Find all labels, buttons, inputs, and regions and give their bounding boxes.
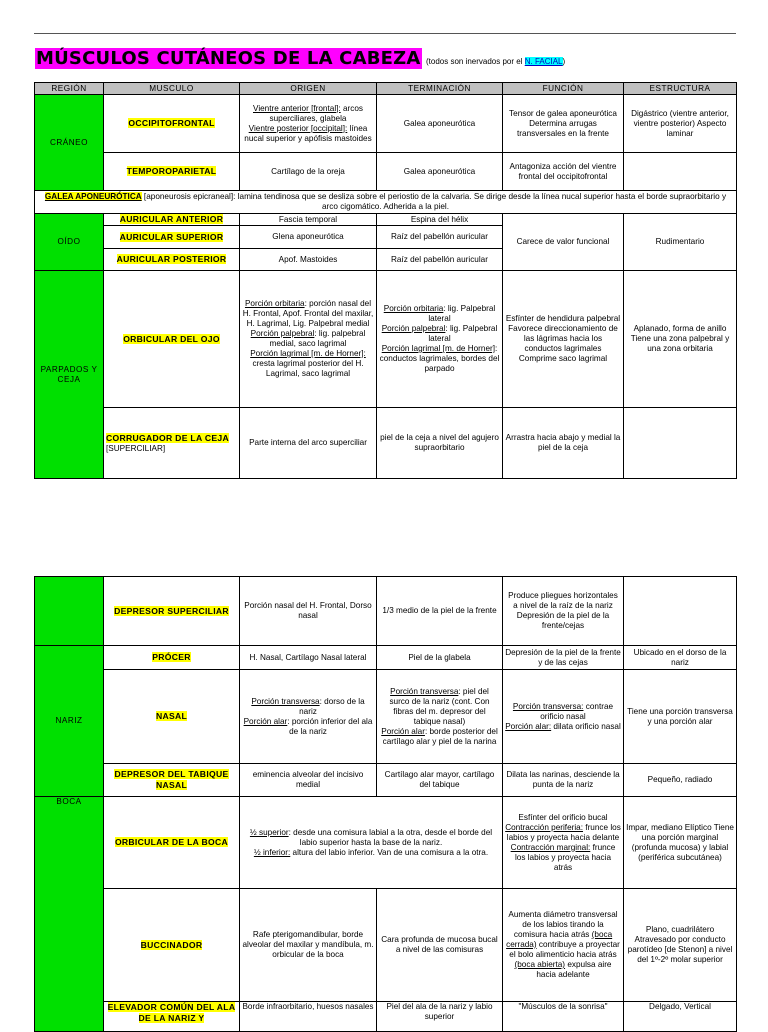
muscle-name: NASAL bbox=[104, 670, 240, 764]
table-row bbox=[35, 214, 737, 226]
termination-cell: Porción orbitaria: lig. Palpebral lateral Porción palpebral: lig. Palpebral lateral Porción lagrimal [m. de Horner]: conductos lagrimales, bordes del parpado bbox=[377, 271, 503, 408]
structure-cell: Aplanado, forma de anillo Tiene una zona palpebral y una zona orbitaria bbox=[624, 271, 737, 408]
origin-cell: Borde infraorbitario, huesos nasales bbox=[240, 1002, 377, 1032]
origin-cell: Porción transversa: dorso de la nariz Porción alar: porción inferior del ala de la nariz bbox=[240, 670, 377, 764]
region-cell: OÍDO bbox=[35, 214, 104, 271]
table-row bbox=[35, 95, 737, 153]
muscle-name: AURICULAR POSTERIOR bbox=[104, 249, 240, 271]
origin-cell: Vientre anterior [frontal]: arcos superciliares, glabela Vientre posterior [occipital]: línea nucal superior y apófisis mastoides bbox=[240, 95, 377, 153]
col-header: REGIÓN bbox=[35, 83, 104, 95]
origin-cell: Porción orbitaria: porción nasal del H. Frontal, Apof. Frontal del maxilar, H. Lagrimal, Lig. Palpebral medial Porción palpebral: lig. palpebral medial, saco lagrimal Porción lagrimal [m. de Horner]: cresta lagrimal posterior del H. Lagrimal, saco lagrimal bbox=[240, 271, 377, 408]
muscle-name: BUCCINADOR bbox=[104, 889, 240, 1002]
origin-cell: ½ superior: desde una comisura labial a la otra, desde el borde del labio superior hasta la base de la nariz. ½ inferior: altura del labio inferior. Van de una comisura a la otra. bbox=[240, 797, 503, 889]
muscle-name: CORRUGADOR DE LA CEJA [SUPERCILIAR] bbox=[104, 408, 240, 479]
header-row bbox=[35, 83, 737, 95]
function-cell: Aumenta diámetro transversal de los labios tirando la comisura hacia atrás (boca cerrada) contribuye a proyectar el bolo alimenticio hacia atrás (boca abierta) expulsa aire hacia adelante bbox=[503, 889, 624, 1002]
function-cell: Esfínter de hendidura palpebral Favorece direccionamiento de las lágrimas hacia los conductos lagrimales Comprime saco lagrimal bbox=[503, 271, 624, 408]
muscle-name: ORBICULAR DEL OJO bbox=[104, 271, 240, 408]
function-cell: Antagoniza acción del vientre frontal del occipitofrontal bbox=[503, 153, 624, 191]
function-cell: Depresión de la piel de la frente y de las cejas bbox=[503, 646, 624, 670]
termination-cell: Raíz del pabellón auricular bbox=[377, 226, 503, 249]
col-header: ESTRUCTURA bbox=[624, 83, 737, 95]
termination-cell: Raíz del pabellón auricular bbox=[377, 249, 503, 271]
muscle-name: PRÓCER bbox=[104, 646, 240, 670]
termination-cell: Galea aponeurótica bbox=[377, 95, 503, 153]
table-row bbox=[35, 577, 737, 646]
termination-cell: Espina del hélix bbox=[377, 214, 503, 226]
structure-cell bbox=[624, 577, 737, 646]
origin-cell: Parte interna del arco superciliar bbox=[240, 408, 377, 479]
structure-cell: Delgado, Vertical bbox=[624, 1002, 737, 1032]
galea-note: GALEA APONEURÓTICA [aponeurosis epicraneal]: lamina tendinosa que se desliza sobre el periostio de la calvaria. Se dirige desde la línea nucal superior hasta el borde supraorbitario y arco cigomático. Adherida a la piel. bbox=[35, 191, 737, 214]
table-row bbox=[35, 153, 737, 191]
termination-cell: Galea aponeurótica bbox=[377, 153, 503, 191]
muscle-name: ELEVADOR COMÚN DEL ALA DE LA NARIZ Y bbox=[104, 1002, 240, 1032]
col-header: TERMINACIÓN bbox=[377, 83, 503, 95]
col-header: MUSCULO bbox=[104, 83, 240, 95]
structure-cell: Tiene una porción transversa y una porción alar bbox=[624, 670, 737, 764]
galea-note-row bbox=[35, 191, 737, 214]
function-cell: Tensor de galea aponeurótica Determina arrugas transversales en la frente bbox=[503, 95, 624, 153]
function-cell: Esfínter del orificio bucal Contracción periferia: frunce los labios y proyecta hacia delante Contracción marginal: frunce los labios y proyecta hacia atrás bbox=[503, 797, 624, 889]
col-header: ORIGEN bbox=[240, 83, 377, 95]
col-header: FUNCIÓN bbox=[503, 83, 624, 95]
region-cell: CRÁNEO bbox=[35, 95, 104, 191]
origin-cell: Fascia temporal bbox=[240, 214, 377, 226]
termination-cell: Piel de la glabela bbox=[377, 646, 503, 670]
structure-cell: Impar, mediano Elíptico Tiene una porción marginal (profunda mucosa) y labial (periférica subcutánea) bbox=[624, 797, 737, 889]
structure-cell bbox=[624, 153, 737, 191]
termination-cell: 1/3 medio de la piel de la frente bbox=[377, 577, 503, 646]
page-subtitle: (todos son inervados por el N. FACIAL) bbox=[425, 57, 566, 66]
muscle-name: AURICULAR ANTERIOR bbox=[104, 214, 240, 226]
origin-cell: Porción nasal del H. Frontal, Dorso nasal bbox=[240, 577, 377, 646]
termination-cell: Porción transversa: piel del surco de la nariz (cont. Con fibras del m. depresor del tabique nasal) Porción alar: borde posterior del cartílago alar y piel de la narina bbox=[377, 670, 503, 764]
muscle-name: DEPRESOR SUPERCILIAR bbox=[104, 577, 240, 646]
function-cell: Arrastra hacia abajo y medial la piel de la ceja bbox=[503, 408, 624, 479]
structure-cell: Rudimentario bbox=[624, 214, 737, 271]
table-row bbox=[35, 646, 737, 670]
muscles-table-2 bbox=[34, 576, 737, 1032]
origin-cell: Glena aponeurótica bbox=[240, 226, 377, 249]
header bbox=[35, 48, 565, 69]
function-cell: Produce pliegues horizontales a nivel de la raíz de la nariz Depresión de la piel de la frente/cejas bbox=[503, 577, 624, 646]
muscle-name: ORBICULAR DE LA BOCA bbox=[104, 797, 240, 889]
nerve-link[interactable]: N. FACIAL bbox=[524, 57, 563, 66]
region-cell: PARPADOS Y CEJA bbox=[35, 271, 104, 479]
muscle-name: AURICULAR SUPERIOR bbox=[104, 226, 240, 249]
origin-cell: Rafe pterigomandibular, borde alveolar del maxilar y mandíbula, m. orbicular de la boca bbox=[240, 889, 377, 1002]
region-cell bbox=[35, 577, 104, 646]
origin-cell: Apof. Mastoides bbox=[240, 249, 377, 271]
muscle-name: TEMPOROPARIETAL bbox=[104, 153, 240, 191]
function-cell: Dilata las narinas, desciende la punta de la nariz bbox=[503, 764, 624, 797]
origin-cell: H. Nasal, Cartílago Nasal lateral bbox=[240, 646, 377, 670]
function-cell: "Músculos de la sonrisa" bbox=[503, 1002, 624, 1032]
muscles-table-1 bbox=[34, 82, 737, 479]
region-cell: NARIZ bbox=[35, 646, 104, 797]
table-row bbox=[35, 764, 737, 797]
table-row bbox=[35, 670, 737, 764]
top-rule bbox=[34, 33, 736, 34]
page-title: MÚSCULOS CUTÁNEOS DE LA CABEZA bbox=[36, 48, 421, 69]
table-row bbox=[35, 271, 737, 408]
origin-cell: eminencia alveolar del incisivo medial bbox=[240, 764, 377, 797]
termination-cell: Piel del ala de la nariz y labio superior bbox=[377, 1002, 503, 1032]
structure-cell bbox=[624, 408, 737, 479]
table-row bbox=[35, 889, 737, 1002]
structure-cell: Plano, cuadrilátero Atravesado por conducto parotídeo [de Stenon] a nivel del 1º-2º molar superior bbox=[624, 889, 737, 1002]
function-cell: Carece de valor funcional bbox=[503, 214, 624, 271]
structure-cell: Ubicado en el dorso de la nariz bbox=[624, 646, 737, 670]
table-row bbox=[35, 408, 737, 479]
termination-cell: Cartílago alar mayor, cartílago del tabique bbox=[377, 764, 503, 797]
muscle-name: OCCIPITOFRONTAL bbox=[104, 95, 240, 153]
termination-cell: piel de la ceja a nivel del agujero supraorbitario bbox=[377, 408, 503, 479]
termination-cell: Cara profunda de mucosa bucal a nivel de las comisuras bbox=[377, 889, 503, 1002]
structure-cell: Digástrico (vientre anterior, vientre posterior) Aspecto laminar bbox=[624, 95, 737, 153]
region-cell: BOCA bbox=[35, 797, 104, 1032]
muscle-name: DEPRESOR DEL TABIQUE NASAL bbox=[104, 764, 240, 797]
structure-cell: Pequeño, radiado bbox=[624, 764, 737, 797]
table-row bbox=[35, 797, 737, 889]
table-row bbox=[35, 1002, 737, 1032]
origin-cell: Cartílago de la oreja bbox=[240, 153, 377, 191]
function-cell: Porción transversa: contrae orificio nasal Porción alar: dilata orificio nasal bbox=[503, 670, 624, 764]
